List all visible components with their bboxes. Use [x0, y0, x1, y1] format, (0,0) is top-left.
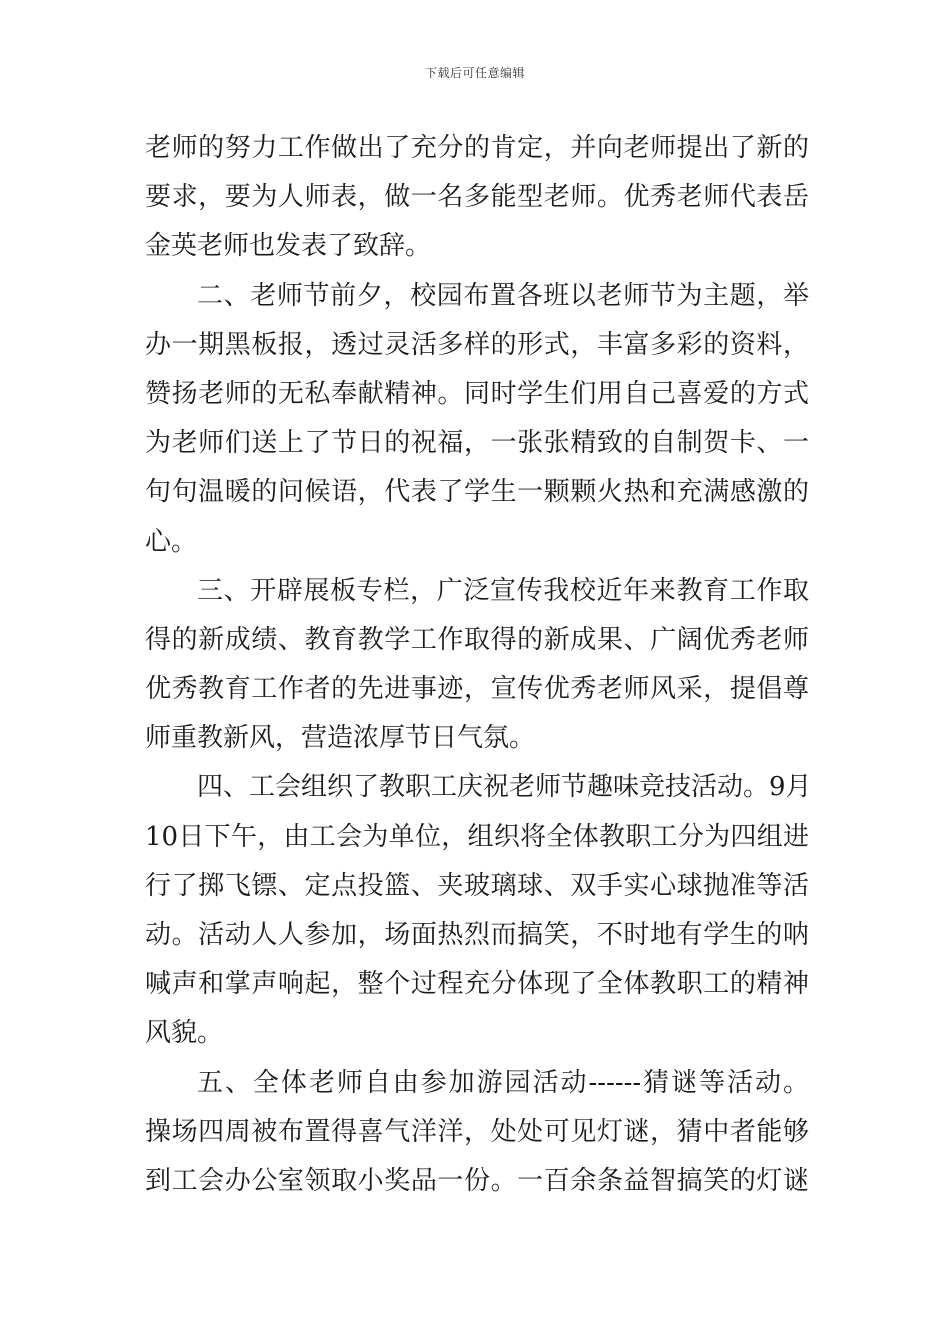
- text-line: 喊声和掌声响起，整个过程充分体现了全体教职工的精神: [145, 969, 809, 1000]
- text-line: 老师的努力工作做出了充分的肯定，并向老师提出了新的: [145, 133, 809, 163]
- text-line: 办一期黑板报，透过灵活多样的形式，丰富多彩的资料，: [145, 329, 809, 360]
- text-line: 金英老师也发表了致辞。: [145, 231, 432, 262]
- text-line: 操场四周被布置得喜气洋洋，处处可见灯谜，猜中者能够: [145, 1116, 809, 1147]
- text-line: 动。活动人人参加，场面热烈而搞笑，不时地有学生的呐: [145, 920, 809, 950]
- text-line: 句句温暖的问候语，代表了学生一颗颗火热和充满感激的: [145, 477, 809, 508]
- text-line: 赞扬老师的无私奉献精神。同时学生们用自己喜爱的方式: [145, 378, 809, 409]
- text-line: 得的新成绩、教育教学工作取得的新成果、广阔优秀老师: [145, 624, 809, 655]
- document-body: [145, 124, 812, 1206]
- text-line: 二、老师节前夕，校园布置各班以老师节为主题，举: [197, 280, 809, 311]
- text-line: 10日下午，由工会为单位，组织将全体教职工分为四组进: [145, 821, 809, 852]
- text-line: 为老师们送上了节日的祝福，一张张精致的自制贺卡、一: [145, 428, 809, 459]
- text-line: 要求，要为人师表，做一名多能型老师。优秀老师代表岳: [145, 182, 809, 213]
- text-line: 风貌。: [145, 1018, 224, 1049]
- text-line: 行了掷飞镖、定点投篮、夹玻璃球、双手实心球抛准等活: [145, 870, 809, 901]
- text-line: 五、全体老师自由参加游园活动------猜谜等活动。: [197, 1067, 809, 1098]
- text-line: 到工会办公室领取小奖品一份。一百余条益智搞笑的灯谜: [145, 1165, 809, 1196]
- text-line: 优秀教育工作者的先进事迹，宣传优秀老师风采，提倡尊: [145, 674, 809, 705]
- page-header: 下载后可任意编辑: [424, 66, 525, 80]
- text-line: 师重教新风，营造浓厚节日气氛。: [145, 723, 536, 754]
- text-line: 三、开辟展板专栏，广泛宣传我校近年来教育工作取: [197, 575, 809, 606]
- text-line: 心。: [145, 526, 198, 557]
- text-line: 四、工会组织了教职工庆祝老师节趣味竞技活动。9月: [197, 772, 812, 803]
